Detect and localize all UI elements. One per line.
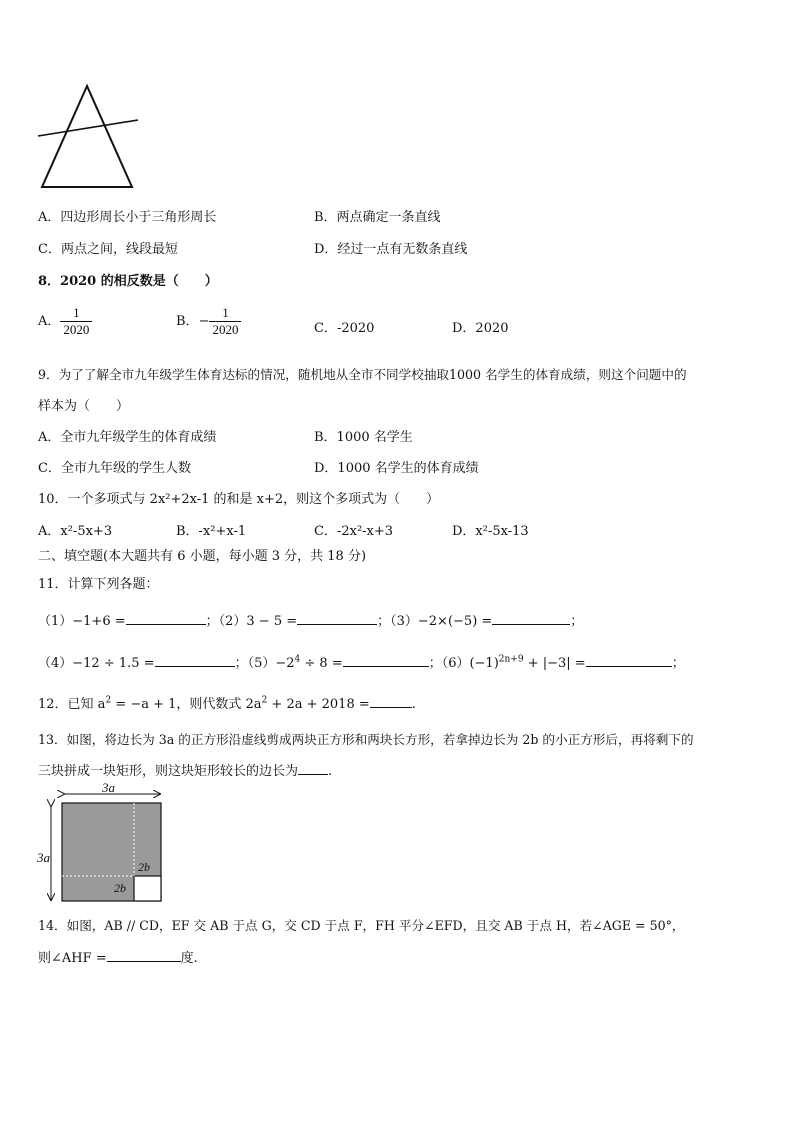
semicolon: ；	[570, 614, 584, 629]
answer-blank[interactable]	[370, 707, 412, 708]
q10-stem: 10．一个多项式与 2x²+2x-1 的和是 x+2，则这个多项式为（ ）	[38, 492, 440, 507]
answer-blank[interactable]	[586, 666, 672, 667]
q10-option-d: D．x²-5x-13	[452, 524, 529, 539]
q11-part6-tail: + |−3| =	[523, 656, 586, 671]
answer-blank[interactable]	[492, 624, 570, 625]
fraction-denominator: 2020	[212, 322, 239, 337]
answer-blank[interactable]	[343, 666, 429, 667]
q11-part5: ；（5）−2	[234, 656, 295, 671]
q9-option-d: D．1000 名学生的体育成绩	[314, 461, 479, 476]
exponent: 4	[294, 654, 301, 665]
section-heading: 二、填空题(本大题共有 6 小题，每小题 3 分，共 18 分)	[38, 549, 367, 564]
q10-option-a: A．x²-5x+3	[38, 524, 113, 539]
exponent: 2	[105, 695, 112, 706]
exponent: 2n+9	[498, 654, 524, 665]
q8-option-a-label: A．	[38, 314, 61, 329]
period: .	[328, 764, 333, 779]
q13-line1: 13．如图，将边长为 3a 的正方形沿虚线剪成两块正方形和两块长方形，若拿掉边长为 2b 的小正方形后，再将剩下的	[38, 732, 694, 747]
q8-option-a-fraction	[60, 305, 92, 338]
figure-label-inner-bottom: 2b	[114, 881, 126, 895]
q9-stem-line1: 9．为了了解全市九年级学生体育达标的情况，随机地从全市不同学校抽取1000 名学生的体育成绩，则这个问题中的	[38, 367, 687, 382]
q11-row1	[38, 610, 583, 629]
q11-part4: （4）−12 ÷ 1.5 =	[38, 656, 155, 671]
q11-row2	[38, 652, 685, 671]
q8-option-b-fraction	[209, 305, 241, 338]
q14-line2-pre: 则∠AHF =	[38, 951, 107, 966]
q8-option-a	[38, 305, 92, 338]
q9-stem-line2: 样本为（ ）	[38, 399, 130, 414]
q8-option-d: D．2020	[452, 321, 509, 336]
q10-option-c: C．-2x²-x+3	[314, 524, 394, 539]
figure-label-inner-right: 2b	[138, 860, 150, 874]
q12	[38, 693, 416, 712]
fraction-denominator: 2020	[63, 322, 90, 337]
minus-sign: −	[198, 314, 210, 329]
fraction-numerator: 1	[209, 305, 241, 322]
q8-option-c: C．-2020	[314, 321, 375, 336]
semicolon: ；	[671, 656, 685, 671]
q11-part2: ；（2）3 − 5 =	[205, 614, 298, 629]
exponent: 2	[261, 695, 268, 706]
q11-part3: ；（3）−2×(−5) =	[377, 614, 493, 629]
fraction-numerator: 1	[60, 305, 92, 322]
q8-option-b	[176, 305, 241, 338]
q11-part1: （1）−1+6 =	[38, 614, 126, 629]
q10-option-b: B．-x²+x-1	[176, 524, 247, 539]
answer-blank[interactable]	[155, 666, 235, 667]
q9-option-b: B．1000 名学生	[314, 430, 413, 445]
q13-line2	[38, 760, 332, 779]
q14-line1: 14．如图，AB // CD，EF 交 AB 于点 G，交 CD 于点 F，FH 平分∠EFD，且交 AB 于点 H，若∠AGE = 50°，	[38, 918, 685, 933]
q14-line2	[38, 947, 198, 966]
q14-line2-post: 度.	[180, 951, 198, 966]
answer-blank[interactable]	[107, 961, 181, 962]
q7-option-d: D．经过一点有无数条直线	[314, 242, 468, 257]
figure-label-top: 3a	[102, 780, 115, 795]
q7-option-a: A．四边形周长小于三角形周长	[38, 210, 217, 225]
q12-text2: = −a + 1，则代数式 2a	[111, 697, 262, 712]
q11-stem: 11．计算下列各题：	[38, 577, 159, 592]
period: .	[411, 697, 416, 712]
q7-option-b: B．两点确定一条直线	[314, 210, 441, 225]
q8-stem: 8．2020 的相反数是（ ）	[38, 274, 218, 289]
q9-option-a: A．全市九年级学生的体育成绩	[38, 430, 217, 445]
q7-option-c: C．两点之间，线段最短	[38, 242, 178, 257]
q12-text3: + 2a + 2018 =	[267, 697, 370, 712]
q13-line2-text: 三块拼成一块矩形，则这块矩形较长的边长为	[38, 764, 299, 779]
figure-label-left: 3a	[37, 850, 50, 865]
q11-part6: ；（6）(−1)	[428, 656, 499, 671]
square-figure	[34, 780, 174, 904]
q9-option-c: C．全市九年级的学生人数	[38, 461, 191, 476]
q12-text1: 12．已知 a	[38, 697, 106, 712]
q11-part5-tail: ÷ 8 =	[300, 656, 343, 671]
q8-option-b-label: B．	[176, 314, 199, 329]
answer-blank[interactable]	[298, 774, 328, 775]
triangle-line-figure	[30, 80, 145, 192]
answer-blank[interactable]	[297, 624, 377, 625]
answer-blank[interactable]	[126, 624, 206, 625]
